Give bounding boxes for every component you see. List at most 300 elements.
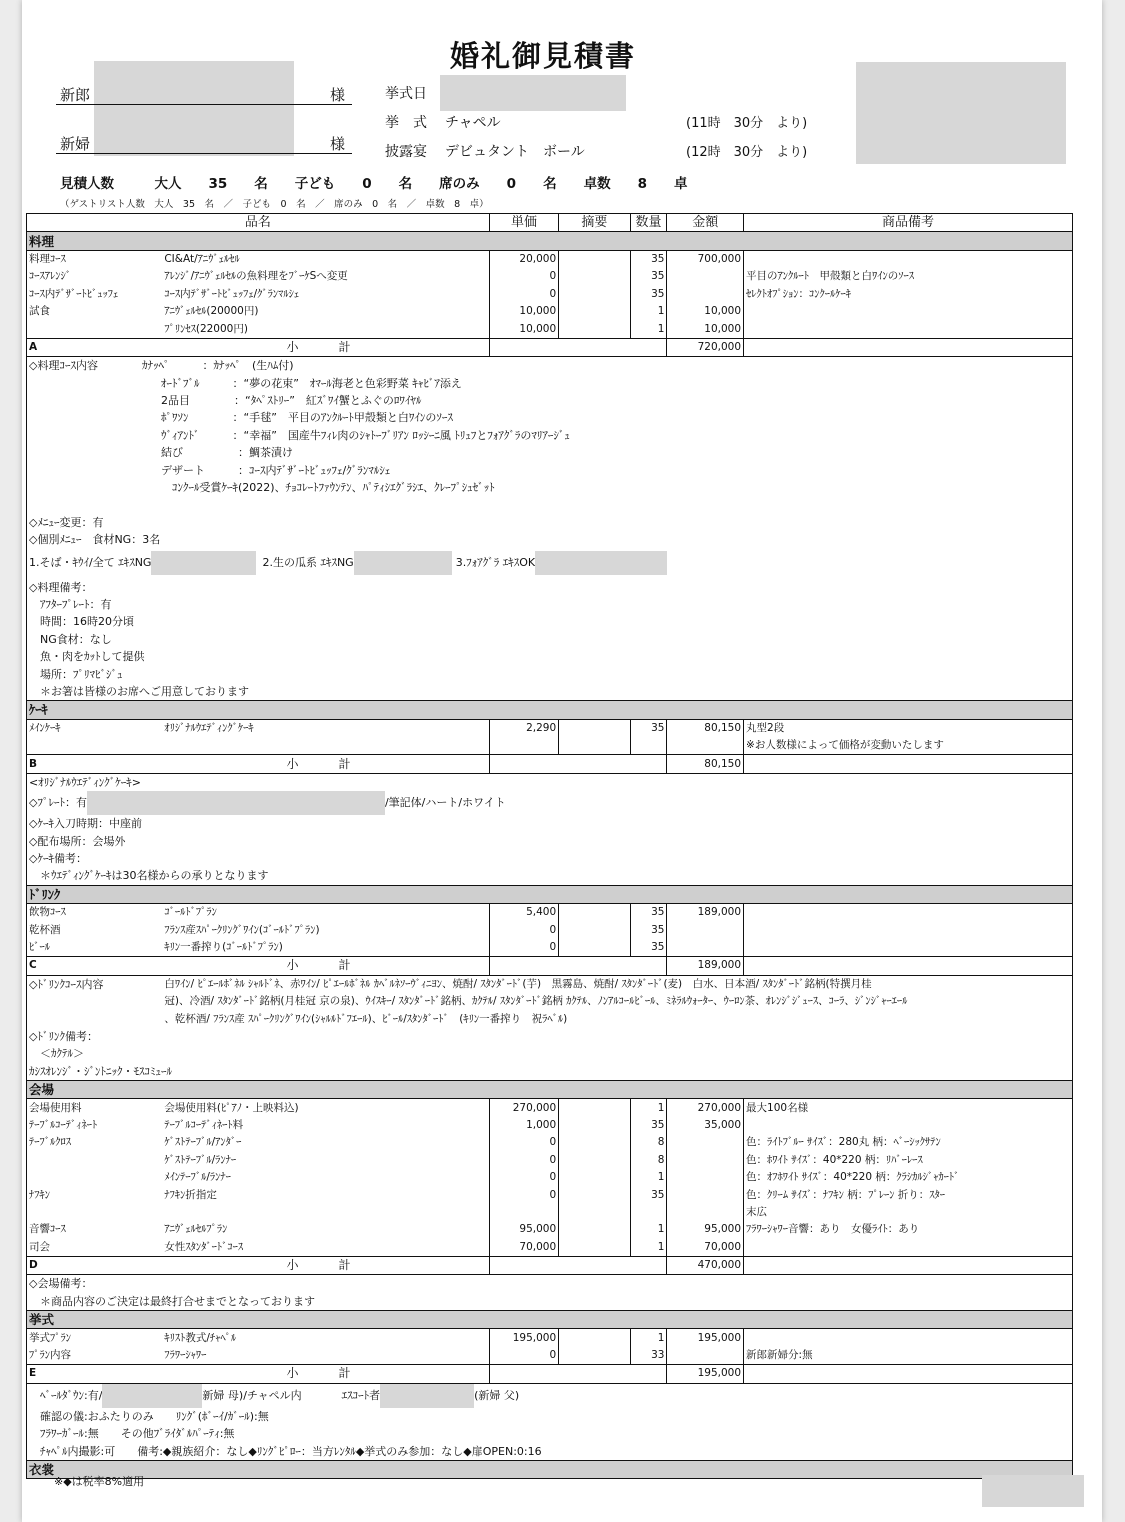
subtotal-row <box>27 755 1073 773</box>
amount: 270,000 <box>667 1099 744 1117</box>
item-name: ﾌﾟﾘﾝｾｽ(22000円) <box>164 322 248 335</box>
remarks: 色：ｵﾌﾎﾜｲﾄ ｻｲｽﾞ：40*220 柄：ｸﾗｼｶﾙｼﾞｬｶｰﾄﾞ <box>744 1169 1073 1186</box>
note-text <box>27 791 1073 815</box>
item-category: ｺｰｽ内ﾃﾞｻﾞｰﾄﾋﾞｭｯﾌｪ <box>27 286 163 303</box>
note-row <box>27 375 1073 392</box>
note-row <box>27 548 1073 578</box>
item-category: 挙式ﾌﾟﾗﾝ <box>27 1329 163 1347</box>
item-category: 司会 <box>27 1238 163 1256</box>
quantity: 35 <box>630 286 667 303</box>
remarks <box>744 1329 1073 1347</box>
unit-price: 0 <box>489 921 558 938</box>
reception-label: 披露宴 <box>385 144 427 160</box>
unit-price: 70,000 <box>489 1238 558 1256</box>
unit-price: 195,000 <box>489 1329 558 1347</box>
quantity: 1 <box>630 320 667 338</box>
note-text: ◇個別ﾒﾆｭｰ 食材NG：3名 <box>27 531 1073 548</box>
ceremony-value: チャペル <box>445 115 501 131</box>
note-row <box>27 867 1073 885</box>
note-text <box>27 548 1073 578</box>
quantity: 33 <box>630 1347 667 1365</box>
remarks: 新郎新婦分:無 <box>744 1347 1073 1365</box>
note-text: ＊お箸は皆様のお席へご用意しております <box>27 683 1073 701</box>
spacer <box>489 1256 667 1274</box>
section-title: 挙式 <box>27 1311 1073 1329</box>
note-text: ｵｰﾄﾞﾌﾞﾙ ：“夢の花束” ｵﾏｰﾙ海老と色彩野菜 ｷｬﾋﾞｱ添え <box>27 375 1073 392</box>
quantity: 1 <box>630 1329 667 1347</box>
spacer <box>744 1256 1073 1274</box>
subtotal-row <box>27 957 1073 975</box>
note-text: ｶｼｽｵﾚﾝｼﾞ・ｼﾞﾝﾄﾆｯｸ・ﾓｽｺﾐｭｰﾙ <box>27 1063 1073 1081</box>
amount <box>667 737 744 755</box>
section-header <box>27 1460 1073 1478</box>
column-header-row <box>27 214 1073 232</box>
summary <box>559 921 631 938</box>
item-name <box>162 737 489 755</box>
item-name: ｵﾘｼﾞﾅﾙｳｴﾃﾞｨﾝｸﾞｹｰｷ <box>164 721 254 734</box>
redacted-text <box>102 1384 202 1408</box>
amount: 70,000 <box>667 1238 744 1256</box>
section-header <box>27 885 1073 903</box>
summary <box>559 1347 631 1365</box>
remarks <box>744 1238 1073 1256</box>
unit-price: 270,000 <box>489 1099 558 1117</box>
table-row <box>27 719 1073 737</box>
remarks: 色：ﾎﾜｲﾄ ｻｲｽﾞ：40*220 柄：ﾘﾊﾞｰﾚｰｽ <box>744 1152 1073 1169</box>
item-category: 乾杯酒 <box>27 921 163 938</box>
item-name: ｷﾘｽﾄ教式/ﾁｬﾍﾟﾙ <box>164 1331 237 1344</box>
note-row <box>27 461 1073 478</box>
note-text: 時間：16時20分頃 <box>27 613 1073 630</box>
note-row <box>27 613 1073 630</box>
table-row <box>27 320 1073 338</box>
redacted-date <box>440 75 626 111</box>
item-name: ｱﾚﾝｼﾞ/ｱﾆｳﾞｪﾙｾﾙの魚料理をﾌﾞｰｹSへ変更 <box>164 270 348 283</box>
table-row <box>27 1221 1073 1238</box>
col-amount: 金額 <box>667 214 744 232</box>
note-row <box>27 357 1073 375</box>
page-title: 婚礼御見積書 <box>450 39 637 73</box>
item-name: ﾒｲﾝﾃｰﾌﾞﾙ/ﾗﾝﾅｰ <box>164 1171 231 1184</box>
quantity: 1 <box>630 1221 667 1238</box>
veil-text <box>27 1383 1073 1408</box>
section-title: ﾄﾞﾘﾝｸ <box>27 885 1073 903</box>
amount <box>667 1347 744 1365</box>
unit-price: 0 <box>489 268 558 285</box>
veil-row <box>27 1383 1073 1408</box>
summary <box>559 1117 631 1134</box>
footnote: ※◆は税率8%適用 <box>54 1475 145 1488</box>
subtotal-amount: 189,000 <box>667 957 744 975</box>
table-row <box>27 1099 1073 1117</box>
summary <box>559 939 631 957</box>
note-text: 結び ：鯛茶漬け <box>27 444 1073 461</box>
subtotal-letter: E <box>27 1365 163 1383</box>
guest-line: （ゲストリスト人数 大人 35 名 ／ 子ども 0 名 ／ 席のみ 0 名 ／ 卓数 8 卓） <box>60 199 489 210</box>
drink-content-row <box>27 993 1073 1010</box>
remarks: 最大100名様 <box>744 1099 1073 1117</box>
quantity: 35 <box>630 1186 667 1203</box>
note-text: ｳﾞｨｱﾝﾄﾞ ：“幸福” 国産牛ﾌｨﾚ肉のｼｬﾄｰﾌﾞﾘｱﾝ ﾛｯｼｰﾆ風 ﾄﾘｭﾌとﾌｫｱｸﾞﾗのﾏﾘｱｰｼﾞｭ <box>27 427 1073 444</box>
remarks <box>744 1117 1073 1134</box>
summary <box>559 1238 631 1256</box>
count-line: 見積人数 大人 35 名 子ども 0 名 席のみ 0 名 卓数 8 卓 <box>60 176 688 192</box>
quantity: 8 <box>630 1134 667 1151</box>
table-row <box>27 1186 1073 1203</box>
note-text: ＊ｳｴﾃﾞｨﾝｸﾞｹｰｷは30名様からの承りとなります <box>27 867 1073 885</box>
subtotal-row <box>27 1256 1073 1274</box>
subtotal-letter: D <box>27 1256 163 1274</box>
remarks: ｾﾚｸﾄｵﾌﾟｼｮﾝ：ｺﾝｸｰﾙｹｰｷ <box>744 286 1073 303</box>
table-row <box>27 250 1073 268</box>
note-row <box>27 833 1073 850</box>
drink-content-row <box>27 1010 1073 1027</box>
spacer <box>744 1365 1073 1383</box>
amount: 10,000 <box>667 303 744 320</box>
remarks <box>744 303 1073 320</box>
table-row <box>27 1169 1073 1186</box>
section-title: 衣裳 <box>27 1460 1073 1478</box>
unit-price: 95,000 <box>489 1221 558 1238</box>
unit-price: 10,000 <box>489 303 558 320</box>
remarks <box>744 320 1073 338</box>
note-text: ◇ｹｰｷ備考： <box>27 850 1073 867</box>
note-row <box>27 392 1073 409</box>
quantity <box>630 1204 667 1221</box>
remarks <box>744 921 1073 938</box>
section-header <box>27 1311 1073 1329</box>
table-row <box>27 939 1073 957</box>
note-row <box>27 1293 1073 1311</box>
note-row <box>27 531 1073 548</box>
unit-price: 2,290 <box>489 719 558 737</box>
indent <box>29 1389 40 1402</box>
note-text: ﾌﾗﾜｰｶﾞｰﾙ:無 その他ﾌﾞﾗｲﾀﾞﾙﾊﾟｰﾃｨ:無 <box>27 1425 1073 1442</box>
subtotal-letter: B <box>27 755 163 773</box>
quantity: 35 <box>630 1117 667 1134</box>
veil-detail: 新婦 母)/チャペル内 <box>202 1388 302 1402</box>
remarks <box>744 250 1073 268</box>
quantity: 35 <box>630 921 667 938</box>
unit-price: 0 <box>489 1134 558 1151</box>
item-category: ﾃｰﾌﾞﾙｺｰﾃﾞｨﾈｰﾄ <box>27 1117 163 1134</box>
unit-price: 0 <box>489 1152 558 1169</box>
note-text: ＜ｶｸﾃﾙ＞ <box>27 1045 1073 1062</box>
redacted-text <box>380 1384 474 1408</box>
note-row <box>27 773 1073 791</box>
unit-price: 0 <box>489 1186 558 1203</box>
item-category: ﾅﾌｷﾝ <box>27 1186 163 1203</box>
quantity: 1 <box>630 1169 667 1186</box>
note-row <box>27 514 1073 531</box>
plate-style: /筆記体/ハート/ホワイト <box>384 796 506 810</box>
estimate-table <box>26 213 1073 1479</box>
note-text: ｱﾌﾀｰﾌﾟﾚｰﾄ：有 <box>27 596 1073 613</box>
groom-sama: 様 <box>330 86 346 104</box>
spacer <box>489 755 667 773</box>
col-remarks: 商品備考 <box>744 214 1073 232</box>
unit-price: 0 <box>489 1169 558 1186</box>
note-row <box>27 444 1073 461</box>
subtotal-amount: 195,000 <box>667 1365 744 1383</box>
reception-time: (12時 30分 より) <box>686 145 808 160</box>
summary <box>559 904 631 922</box>
note-row <box>27 815 1073 832</box>
item-name: 会場使用料(ﾋﾟｱﾉ・上映料込) <box>164 1101 299 1114</box>
spacer <box>489 957 667 975</box>
plate-label: ◇ﾌﾟﾚｰﾄ：有 <box>29 796 87 810</box>
col-qty: 数量 <box>630 214 667 232</box>
table-row <box>27 1134 1073 1151</box>
table-row <box>27 1117 1073 1134</box>
table-row <box>27 1204 1073 1221</box>
item-name: ﾃｰﾌﾞﾙｺｰﾃﾞｨﾈｰﾄ料 <box>164 1118 244 1131</box>
item-category: 試食 <box>27 303 163 320</box>
ceremony-time: (11時 30分 より) <box>686 116 808 131</box>
quantity <box>630 737 667 755</box>
note-row <box>27 1028 1073 1045</box>
table-row <box>27 1152 1073 1169</box>
subtotal-amount: 720,000 <box>667 338 744 356</box>
note-text: ﾁｬﾍﾟﾙ内撮影:可 備考:◆親族紹介：なし◆ﾘﾝｸﾞﾋﾟﾛｰ：当方ﾚﾝﾀﾙ◆挙式のみ参加：なし◆扉OPEN:0:16 <box>27 1442 1073 1460</box>
section-title: 会場 <box>27 1080 1073 1098</box>
quantity: 35 <box>630 904 667 922</box>
summary <box>559 1204 631 1221</box>
summary <box>559 320 631 338</box>
amount <box>667 1169 744 1186</box>
amount: 95,000 <box>667 1221 744 1238</box>
quantity: 1 <box>630 303 667 320</box>
ceremony-label: 挙 式 <box>385 115 427 131</box>
quantity: 35 <box>630 268 667 285</box>
item-category: ｺｰｽｱﾚﾝｼﾞ <box>27 268 163 285</box>
summary <box>559 1134 631 1151</box>
item-category: 会場使用料 <box>27 1099 163 1117</box>
amount: 189,000 <box>667 904 744 922</box>
unit-price: 0 <box>489 939 558 957</box>
col-item: 品名 <box>27 214 490 232</box>
unit-price <box>489 1204 558 1221</box>
amount <box>667 1186 744 1203</box>
summary <box>559 1099 631 1117</box>
note-text: ｺﾝｸｰﾙ受賞ｹｰｷ(2022)、ﾁｮｺﾚｰﾄﾌｧｳﾝﾃﾝ、ﾊﾟﾃｨｼｴｸﾞﾗｼｴ、ｸﾚｰﾌﾟｼｭｾﾞｯﾄ <box>27 479 1073 496</box>
redacted-stamp <box>982 1475 1084 1507</box>
item-name: ｺﾞｰﾙﾄﾞﾌﾟﾗﾝ <box>164 906 217 919</box>
note-row <box>27 1442 1073 1460</box>
remarks: 平目のｱﾝｸﾙｰﾄ 甲殻類と白ﾜｲﾝのｿｰｽ <box>744 268 1073 285</box>
item-category <box>27 320 163 338</box>
ng-item-1: 1.そば・ｷｳｲ/全て ｴｷｽNG <box>29 556 152 570</box>
redacted-text <box>151 551 256 575</box>
unit-price: 0 <box>489 286 558 303</box>
amount: 700,000 <box>667 250 744 268</box>
table-row <box>27 1347 1073 1365</box>
remarks <box>744 939 1073 957</box>
item-category <box>27 737 163 755</box>
summary <box>559 250 631 268</box>
unit-price: 0 <box>489 1347 558 1365</box>
unit-price: 10,000 <box>489 320 558 338</box>
item-name: ﾌﾗﾝｽ産ｽﾊﾟｰｸﾘﾝｸﾞﾜｲﾝ(ｺﾞｰﾙﾄﾞﾌﾟﾗﾝ) <box>164 923 320 936</box>
remarks: ※お人数様によって価格が変動いたします <box>744 737 1073 755</box>
note-text: NG食材：なし <box>27 631 1073 648</box>
item-category: 料理ｺｰｽ <box>27 250 163 268</box>
note-row <box>27 665 1073 682</box>
note-row <box>27 1425 1073 1442</box>
drink-content-text: 冠)、冷酒/ ｽﾀﾝﾀﾞｰﾄﾞ銘柄(月桂冠 京の泉)、ｳｲｽｷｰ/ ｽﾀﾝﾀﾞｰﾄﾞ銘柄、ｶｸﾃﾙ/ ｽﾀﾝﾀﾞｰﾄﾞ銘柄 ｶｸﾃﾙ、ﾉﾝｱﾙｺｰﾙﾋﾞｰﾙ、ﾐﾈﾗﾙｳｫｰﾀｰ、ｳｰﾛﾝ茶、ｵﾚﾝｼﾞｼﾞｭｰｽ、ｺｰﾗ、ｼﾞﾝｼﾞｬｰｴｰﾙ <box>162 993 1072 1010</box>
item-category <box>27 1152 163 1169</box>
item-name: ｺｰｽ内ﾃﾞｻﾞｰﾄﾋﾞｭｯﾌｪ/ｸﾞﾗﾝﾏﾙｼｪ <box>164 287 300 300</box>
remarks: 末広 <box>744 1204 1073 1221</box>
section-header <box>27 232 1073 250</box>
summary <box>559 1329 631 1347</box>
remarks <box>744 904 1073 922</box>
note-row <box>27 596 1073 613</box>
quantity: 35 <box>630 719 667 737</box>
note-row <box>27 631 1073 648</box>
note-row <box>27 791 1073 815</box>
amount <box>667 921 744 938</box>
escort-label: ｴｽｺｰﾄ者 <box>341 1388 381 1402</box>
subtotal-letter: C <box>27 957 163 975</box>
summary <box>559 286 631 303</box>
summary <box>559 1169 631 1186</box>
spacer <box>744 755 1073 773</box>
amount <box>667 1204 744 1221</box>
note-row <box>27 1063 1073 1081</box>
subtotal-label: 小 計 <box>162 755 489 773</box>
note-row <box>27 479 1073 496</box>
item-category <box>27 1169 163 1186</box>
summary <box>559 1221 631 1238</box>
item-category: ﾌﾟﾗﾝ内容 <box>27 1347 163 1365</box>
remarks: 丸型2段 <box>744 719 1073 737</box>
note-text: 確認の儀:おふたりのみ ﾘﾝｸﾞ(ﾎﾞｰｲ/ｶﾞｰﾙ):無 <box>27 1408 1073 1425</box>
item-name: ｷﾘﾝ一番搾り(ｺﾞｰﾙﾄﾞﾌﾟﾗﾝ) <box>164 941 283 954</box>
subtotal-label: 小 計 <box>162 338 489 356</box>
note-text: ◇ﾄﾞﾘﾝｸ備考： <box>27 1028 1073 1045</box>
note-row <box>27 1045 1073 1062</box>
item-name <box>162 1204 489 1221</box>
redacted-text <box>354 551 452 575</box>
table-row <box>27 737 1073 755</box>
redacted-logo <box>856 62 1066 164</box>
unit-price: 1,000 <box>489 1117 558 1134</box>
note-row <box>27 1275 1073 1293</box>
note-text: 2品目 ：“ﾀﾍﾟｽﾄﾘｰ” 紅ｽﾞﾜｲ蟹とふぐのﾛﾜｲﾔﾙ <box>27 392 1073 409</box>
note-row <box>27 409 1073 426</box>
note-text <box>27 496 1073 513</box>
escort-detail: (新婦 父) <box>474 1388 520 1402</box>
drink-content-text: 白ﾜｲﾝ/ ﾋﾟｴｰﾙﾎﾞﾈﾙ ｼｬﾙﾄﾞﾈ、赤ﾜｲﾝ/ ﾋﾟｴｰﾙﾎﾞﾈﾙ ｶﾍﾞﾙﾈｿｰｳﾞｨﾆﾖﾝ、焼酎/ ｽﾀﾝﾀﾞｰﾄﾞ(芋) 黒霧島、焼酎/ ｽﾀﾝﾀﾞｰﾄﾞ(麦) 白水、日本酒/ ｽﾀﾝﾀﾞｰﾄﾞ銘柄(特撰月桂 <box>162 975 1072 993</box>
amount <box>667 286 744 303</box>
amount: 195,000 <box>667 1329 744 1347</box>
section-header <box>27 701 1073 719</box>
amount: 10,000 <box>667 320 744 338</box>
spacer <box>744 338 1073 356</box>
remarks: 色：ﾗｲﾄﾌﾞﾙｰ ｻｲｽﾞ：280丸 柄：ﾍﾞｰｼｯｸｻﾃﾝ <box>744 1134 1073 1151</box>
table-row <box>27 1238 1073 1256</box>
drink-content-row <box>27 975 1073 993</box>
amount <box>667 1152 744 1169</box>
drink-content-label: ◇ﾄﾞﾘﾝｸｺｰｽ内容 <box>27 975 163 993</box>
table-row <box>27 286 1073 303</box>
redacted-text <box>87 791 385 815</box>
subtotal-label: 小 計 <box>162 1256 489 1274</box>
item-name: ｹﾞｽﾄﾃｰﾌﾞﾙ/ﾗﾝﾅｰ <box>164 1153 237 1166</box>
item-category <box>27 1204 163 1221</box>
table-body <box>27 232 1073 1479</box>
quantity: 35 <box>630 939 667 957</box>
quantity: 35 <box>630 250 667 268</box>
summary <box>559 719 631 737</box>
veil-label: ﾍﾞｰﾙﾀﾞｳﾝ:有/ <box>40 1388 103 1402</box>
item-category: ﾋﾞｰﾙ <box>27 939 163 957</box>
subtotal-label: 小 計 <box>162 1365 489 1383</box>
section-header <box>27 1080 1073 1098</box>
quantity: 1 <box>630 1099 667 1117</box>
drink-content-text: 、乾杯酒/ ﾌﾗﾝｽ産 ｽﾊﾟｰｸﾘﾝｸﾞﾜｲﾝ(ｼｬﾙﾙﾄﾞﾌｴｰﾙ)、ﾋﾞｰﾙ/ｽﾀﾝﾀﾞｰﾄﾞ (ｷﾘﾝ一番搾り 祝ﾗﾍﾞﾙ) <box>162 1010 1072 1027</box>
note-text: デザート ：ｺｰｽ内ﾃﾞｻﾞｰﾄﾋﾞｭｯﾌｪ/ｸﾞﾗﾝﾏﾙｼｪ <box>27 461 1073 478</box>
amount <box>667 939 744 957</box>
quantity: 8 <box>630 1152 667 1169</box>
subtotal-letter: A <box>27 338 163 356</box>
note-text: ◇ﾒﾆｭｰ変更：有 <box>27 514 1073 531</box>
spacer <box>489 1365 667 1383</box>
groom-label: 新郎 <box>60 86 91 104</box>
table-row <box>27 303 1073 320</box>
note-text: ◇ｹｰｷ入刀時期：中座前 <box>27 815 1073 832</box>
item-name: ｹﾞｽﾄﾃｰﾌﾞﾙ/ｱﾝﾀﾞｰ <box>164 1136 242 1149</box>
ng-item-2: 2.生の瓜系 ｴｷｽNG <box>262 556 354 570</box>
col-unit-price: 単価 <box>489 214 558 232</box>
amount <box>667 268 744 285</box>
summary <box>559 303 631 320</box>
col-summary: 摘要 <box>559 214 631 232</box>
table-row <box>27 1329 1073 1347</box>
spacer <box>744 957 1073 975</box>
section-title: ｹｰｷ <box>27 701 1073 719</box>
note-text: ﾎﾟﾜｿﾝ ：“手毬” 平目のｱﾝｸﾙｰﾄ甲殻類と白ﾜｲﾝのｿｰｽ <box>27 409 1073 426</box>
note-row <box>27 427 1073 444</box>
note-row <box>27 1408 1073 1425</box>
note-text: ◇料理備考： <box>27 578 1073 595</box>
subtotal-amount: 80,150 <box>667 755 744 773</box>
item-name: ﾅﾌｷﾝ折指定 <box>164 1188 217 1201</box>
date-label: 挙式日 <box>385 86 427 102</box>
unit-price: 5,400 <box>489 904 558 922</box>
section-title: 料理 <box>27 232 1073 250</box>
item-name: 女性ｽﾀﾝﾀﾞｰﾄﾞｺｰｽ <box>164 1240 244 1253</box>
note-text: <ｵﾘｼﾞﾅﾙｳｴﾃﾞｨﾝｸﾞｹｰｷ> <box>27 773 1073 791</box>
amount: 35,000 <box>667 1117 744 1134</box>
item-category: ﾃｰﾌﾞﾙｸﾛｽ <box>27 1134 163 1151</box>
bride-label: 新婦 <box>60 135 91 153</box>
amount: 80,150 <box>667 719 744 737</box>
note-row <box>27 578 1073 595</box>
subtotal-label: 小 計 <box>162 957 489 975</box>
item-name: ｱﾆｳﾞｪﾙｾﾙ(20000円) <box>164 305 259 318</box>
note-text: ◇配布場所：会場外 <box>27 833 1073 850</box>
subtotal-row <box>27 1365 1073 1383</box>
table-row <box>27 904 1073 922</box>
item-category: 飲物ｺｰｽ <box>27 904 163 922</box>
item-name: ｱﾆｳﾞｪﾙｾﾙﾌﾟﾗﾝ <box>164 1223 228 1236</box>
drink-content-label <box>27 1010 163 1027</box>
remarks: ﾌﾗﾜｰｼｬﾜｰ音響：あり 女優ﾗｲﾄ：あり <box>744 1221 1073 1238</box>
summary <box>559 1186 631 1203</box>
subtotal-amount: 470,000 <box>667 1256 744 1274</box>
